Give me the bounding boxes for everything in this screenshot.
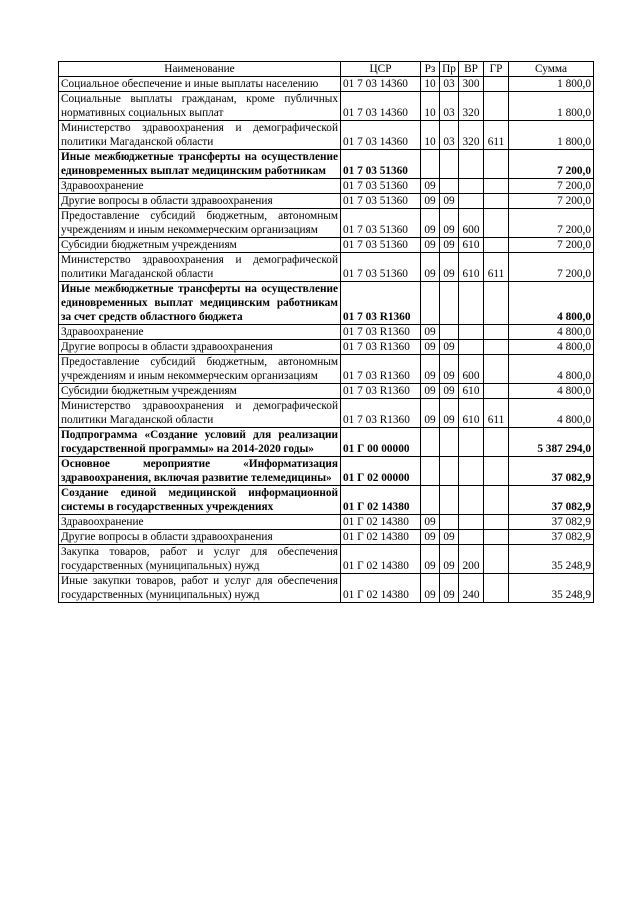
- cell-vr: [459, 515, 484, 530]
- table-row: [59, 121, 594, 150]
- cell-gr: [484, 384, 509, 399]
- cell-name: Субсидии бюджетным учреждениям: [59, 238, 341, 253]
- cell-sum: 4 800,0: [509, 384, 594, 399]
- cell-csr: 01 7 03 14360: [341, 92, 421, 121]
- cell-pr: 03: [440, 92, 459, 121]
- table-row: [59, 253, 594, 282]
- cell-vr: [459, 282, 484, 325]
- cell-csr: 01 Г 02 14380: [341, 530, 421, 545]
- cell-vr: 610: [459, 253, 484, 282]
- table-row: [59, 486, 594, 515]
- cell-rz: 09: [421, 209, 440, 238]
- cell-gr: [484, 355, 509, 384]
- cell-rz: 09: [421, 399, 440, 428]
- table-row: [59, 194, 594, 209]
- cell-sum: 4 800,0: [509, 399, 594, 428]
- table-row: [59, 150, 594, 179]
- cell-gr: [484, 545, 509, 574]
- cell-pr: [440, 179, 459, 194]
- table-row: [59, 355, 594, 384]
- cell-name: Министерство здравоохранения и демографической политики Магаданской области: [59, 399, 341, 428]
- budget-table: [58, 61, 594, 603]
- cell-rz: 09: [421, 340, 440, 355]
- cell-pr: [440, 282, 459, 325]
- cell-pr: 09: [440, 238, 459, 253]
- table-row: [59, 399, 594, 428]
- cell-vr: 240: [459, 574, 484, 603]
- cell-name: Социальное обеспечение и иные выплаты населению: [59, 77, 341, 92]
- cell-name: Субсидии бюджетным учреждениям: [59, 384, 341, 399]
- cell-csr: 01 7 03 R1360: [341, 355, 421, 384]
- cell-csr: 01 7 03 R1360: [341, 325, 421, 340]
- cell-sum: 7 200,0: [509, 194, 594, 209]
- cell-vr: 300: [459, 77, 484, 92]
- cell-vr: [459, 179, 484, 194]
- cell-csr: 01 Г 00 00000: [341, 428, 421, 457]
- header-vr: ВР: [459, 62, 484, 77]
- cell-csr: 01 7 03 R1360: [341, 384, 421, 399]
- cell-name: Здравоохранение: [59, 515, 341, 530]
- cell-csr: 01 7 03 14360: [341, 77, 421, 92]
- cell-sum: 1 800,0: [509, 77, 594, 92]
- cell-name: Здравоохранение: [59, 179, 341, 194]
- cell-gr: [484, 194, 509, 209]
- cell-gr: [484, 340, 509, 355]
- cell-rz: 09: [421, 238, 440, 253]
- cell-name: Иные межбюджетные трансферты на осуществление единовременных выплат медицинским работникам: [59, 150, 341, 179]
- cell-pr: [440, 150, 459, 179]
- cell-csr: 01 7 03 51360: [341, 253, 421, 282]
- cell-sum: 4 800,0: [509, 340, 594, 355]
- cell-gr: [484, 282, 509, 325]
- cell-gr: [484, 457, 509, 486]
- header-name: Наименование: [59, 62, 341, 77]
- cell-csr: 01 7 03 R1360: [341, 282, 421, 325]
- cell-vr: [459, 194, 484, 209]
- cell-sum: 4 800,0: [509, 325, 594, 340]
- cell-pr: 09: [440, 574, 459, 603]
- cell-name: Иные закупки товаров, работ и услуг для обеспечения государственных (муниципальных) нужд: [59, 574, 341, 603]
- cell-pr: 03: [440, 121, 459, 150]
- cell-gr: [484, 530, 509, 545]
- cell-sum: 37 082,9: [509, 457, 594, 486]
- table-row: [59, 340, 594, 355]
- cell-sum: 35 248,9: [509, 574, 594, 603]
- cell-pr: 09: [440, 209, 459, 238]
- cell-pr: 09: [440, 530, 459, 545]
- table-row: [59, 574, 594, 603]
- cell-rz: [421, 150, 440, 179]
- cell-gr: [484, 179, 509, 194]
- cell-gr: 611: [484, 121, 509, 150]
- cell-gr: [484, 77, 509, 92]
- cell-sum: 7 200,0: [509, 253, 594, 282]
- cell-vr: 610: [459, 238, 484, 253]
- cell-csr: 01 Г 02 14380: [341, 545, 421, 574]
- cell-csr: 01 Г 02 14380: [341, 515, 421, 530]
- cell-rz: [421, 486, 440, 515]
- cell-rz: 09: [421, 194, 440, 209]
- cell-sum: 37 082,9: [509, 486, 594, 515]
- cell-vr: [459, 486, 484, 515]
- cell-pr: [440, 457, 459, 486]
- cell-name: Здравоохранение: [59, 325, 341, 340]
- cell-vr: [459, 530, 484, 545]
- cell-name: Предоставление субсидий бюджетным, автономным учреждениям и иным некоммерческим организациям: [59, 355, 341, 384]
- cell-name: Министерство здравоохранения и демографической политики Магаданской области: [59, 253, 341, 282]
- cell-csr: 01 7 03 51360: [341, 150, 421, 179]
- cell-csr: 01 Г 02 00000: [341, 457, 421, 486]
- cell-rz: 09: [421, 574, 440, 603]
- cell-rz: 09: [421, 179, 440, 194]
- table-row: [59, 545, 594, 574]
- cell-gr: [484, 150, 509, 179]
- cell-vr: [459, 457, 484, 486]
- cell-csr: 01 7 03 51360: [341, 179, 421, 194]
- cell-vr: 600: [459, 355, 484, 384]
- cell-csr: 01 7 03 14360: [341, 121, 421, 150]
- table-row: [59, 530, 594, 545]
- table-row: [59, 515, 594, 530]
- cell-csr: 01 7 03 51360: [341, 209, 421, 238]
- cell-vr: 320: [459, 92, 484, 121]
- cell-sum: 5 387 294,0: [509, 428, 594, 457]
- cell-vr: [459, 325, 484, 340]
- cell-sum: 7 200,0: [509, 209, 594, 238]
- header-csr: ЦСР: [341, 62, 421, 77]
- cell-pr: [440, 486, 459, 515]
- cell-gr: [484, 238, 509, 253]
- cell-gr: [484, 325, 509, 340]
- cell-rz: 09: [421, 545, 440, 574]
- cell-rz: 09: [421, 355, 440, 384]
- cell-rz: 10: [421, 77, 440, 92]
- header-pr: Пр: [440, 62, 459, 77]
- cell-sum: 4 800,0: [509, 282, 594, 325]
- cell-name: Подпрограмма «Создание условий для реализации государственной программы» на 2014-2020 годы»: [59, 428, 341, 457]
- cell-vr: 610: [459, 399, 484, 428]
- cell-rz: 09: [421, 515, 440, 530]
- cell-pr: 09: [440, 340, 459, 355]
- cell-sum: 37 082,9: [509, 530, 594, 545]
- cell-sum: 1 800,0: [509, 92, 594, 121]
- cell-sum: 4 800,0: [509, 355, 594, 384]
- cell-rz: 10: [421, 121, 440, 150]
- cell-sum: 7 200,0: [509, 179, 594, 194]
- header-row: [59, 62, 594, 77]
- cell-name: Другие вопросы в области здравоохранения: [59, 340, 341, 355]
- cell-name: Другие вопросы в области здравоохранения: [59, 194, 341, 209]
- cell-gr: [484, 574, 509, 603]
- header-gr: ГР: [484, 62, 509, 77]
- cell-pr: [440, 428, 459, 457]
- cell-sum: 7 200,0: [509, 238, 594, 253]
- cell-rz: 09: [421, 530, 440, 545]
- cell-pr: 03: [440, 77, 459, 92]
- cell-vr: 600: [459, 209, 484, 238]
- cell-csr: 01 7 03 R1360: [341, 340, 421, 355]
- cell-name: Министерство здравоохранения и демографической политики Магаданской области: [59, 121, 341, 150]
- header-rz: Рз: [421, 62, 440, 77]
- cell-csr: 01 Г 02 14380: [341, 574, 421, 603]
- cell-pr: 09: [440, 194, 459, 209]
- cell-sum: 7 200,0: [509, 150, 594, 179]
- cell-name: Социальные выплаты гражданам, кроме публичных нормативных социальных выплат: [59, 92, 341, 121]
- cell-csr: 01 7 03 R1360: [341, 399, 421, 428]
- table-row: [59, 325, 594, 340]
- cell-gr: [484, 515, 509, 530]
- cell-rz: [421, 282, 440, 325]
- cell-name: Закупка товаров, работ и услуг для обеспечения государственных (муниципальных) нужд: [59, 545, 341, 574]
- cell-vr: [459, 150, 484, 179]
- cell-name: Предоставление субсидий бюджетным, автономным учреждениям и иным некоммерческим организациям: [59, 209, 341, 238]
- cell-vr: 320: [459, 121, 484, 150]
- cell-csr: 01 7 03 51360: [341, 194, 421, 209]
- cell-csr: 01 7 03 51360: [341, 238, 421, 253]
- header-sum: Сумма: [509, 62, 594, 77]
- cell-name: Иные межбюджетные трансферты на осуществление единовременных выплат медицинским работникам за счет средств областного бюджета: [59, 282, 341, 325]
- cell-gr: [484, 486, 509, 515]
- cell-gr: [484, 428, 509, 457]
- cell-vr: 610: [459, 384, 484, 399]
- cell-sum: 1 800,0: [509, 121, 594, 150]
- table-row: [59, 457, 594, 486]
- cell-pr: 09: [440, 384, 459, 399]
- cell-sum: 35 248,9: [509, 545, 594, 574]
- table-row: [59, 282, 594, 325]
- cell-pr: [440, 515, 459, 530]
- cell-gr: 611: [484, 253, 509, 282]
- cell-pr: 09: [440, 399, 459, 428]
- table-row: [59, 92, 594, 121]
- cell-rz: 09: [421, 253, 440, 282]
- cell-gr: [484, 209, 509, 238]
- cell-rz: [421, 457, 440, 486]
- cell-vr: [459, 340, 484, 355]
- cell-name: Другие вопросы в области здравоохранения: [59, 530, 341, 545]
- cell-sum: 37 082,9: [509, 515, 594, 530]
- table-row: [59, 238, 594, 253]
- cell-gr: [484, 92, 509, 121]
- cell-vr: [459, 428, 484, 457]
- cell-csr: 01 Г 02 14380: [341, 486, 421, 515]
- cell-pr: 09: [440, 355, 459, 384]
- cell-name: Создание единой медицинской информационной системы в государственных учреждениях: [59, 486, 341, 515]
- cell-name: Основное мероприятие «Информатизация здравоохранения, включая развитие телемедицины»: [59, 457, 341, 486]
- cell-rz: [421, 428, 440, 457]
- cell-gr: 611: [484, 399, 509, 428]
- cell-pr: 09: [440, 253, 459, 282]
- table-row: [59, 428, 594, 457]
- cell-pr: 09: [440, 545, 459, 574]
- table-row: [59, 179, 594, 194]
- cell-vr: 200: [459, 545, 484, 574]
- table-row: [59, 77, 594, 92]
- cell-rz: 09: [421, 384, 440, 399]
- cell-rz: 09: [421, 325, 440, 340]
- table-row: [59, 384, 594, 399]
- table-row: [59, 209, 594, 238]
- cell-pr: [440, 325, 459, 340]
- cell-rz: 10: [421, 92, 440, 121]
